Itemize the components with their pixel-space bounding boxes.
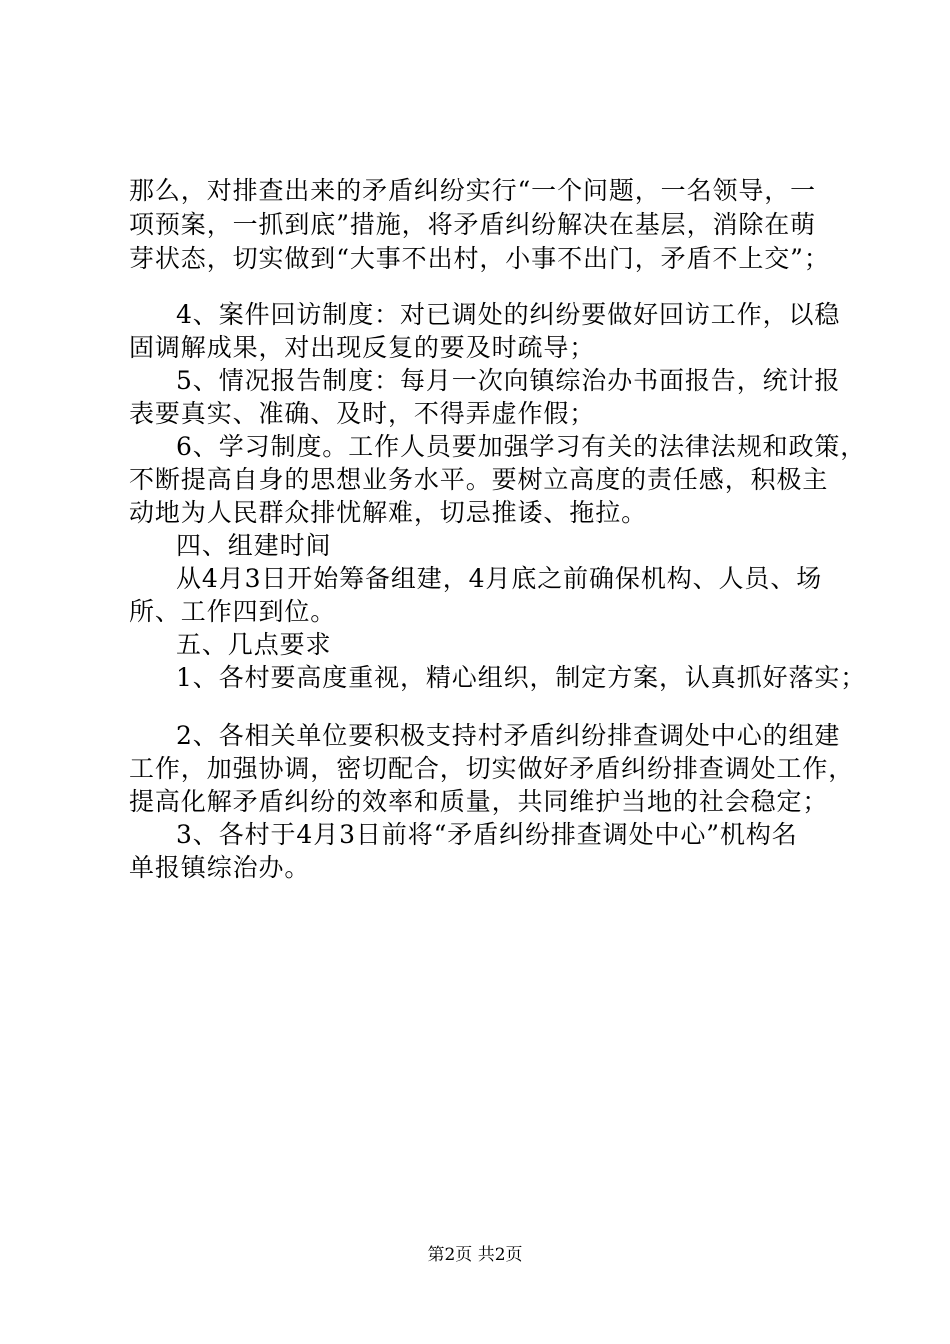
paragraph-line: 表要真实、准确、及时，不得弄虚作假； — [129, 399, 596, 428]
page-number-footer: 第2页 共2页 — [427, 1245, 523, 1265]
paragraph-line: 单报镇综治办。 — [129, 853, 311, 882]
paragraph-line: 那么，对排查出来的矛盾纠纷实行“一个问题，一名领导，一 — [129, 176, 817, 205]
paragraph-line: 2、各相关单位要积极支持村矛盾纠纷排查调处中心的组建 — [176, 721, 841, 750]
paragraph-line: 不断提高自身的思想业务水平。要树立高度的责任感，积极主 — [129, 465, 829, 494]
paragraph-line: 工作，加强协调，密切配合，切实做好矛盾纠纷排查调处工作， — [129, 754, 855, 783]
paragraph-line: 所、工作四到位。 — [129, 597, 337, 626]
paragraph-line: 3、各村于4月3日前将“矛盾纠纷排查调处中心”机构名 — [176, 820, 798, 849]
paragraph-line: 固调解成果，对出现反复的要及时疏导； — [129, 333, 596, 362]
paragraph-line: 6、学习制度。工作人员要加强学习有关的法律法规和政策， — [176, 432, 867, 461]
paragraph-line: 5、情况报告制度：每月一次向镇综治办书面报告，统计报 — [176, 366, 841, 395]
paragraph-line: 提高化解矛盾纠纷的效率和质量，共同维护当地的社会稳定； — [129, 787, 829, 816]
paragraph-line: 芽状态，切实做到“大事不出村，小事不出门，矛盾不上交”； — [129, 244, 830, 273]
section-heading: 五、几点要求 — [176, 630, 332, 659]
paragraph-line: 动地为人民群众排忧解难，切忌推诿、拖拉。 — [129, 498, 648, 527]
paragraph-line: 从4月3日开始筹备组建，4月底之前确保机构、人员、场 — [176, 564, 823, 593]
paragraph-line: 项预案，一抓到底”措施，将矛盾纠纷解决在基层，消除在萌 — [129, 210, 817, 239]
section-heading: 四、组建时间 — [176, 531, 332, 560]
paragraph-line: 4、案件回访制度：对已调处的纠纷要做好回访工作，以稳 — [176, 300, 841, 329]
paragraph-line: 1、各村要高度重视，精心组织，制定方案，认真抓好落实； — [176, 663, 867, 692]
